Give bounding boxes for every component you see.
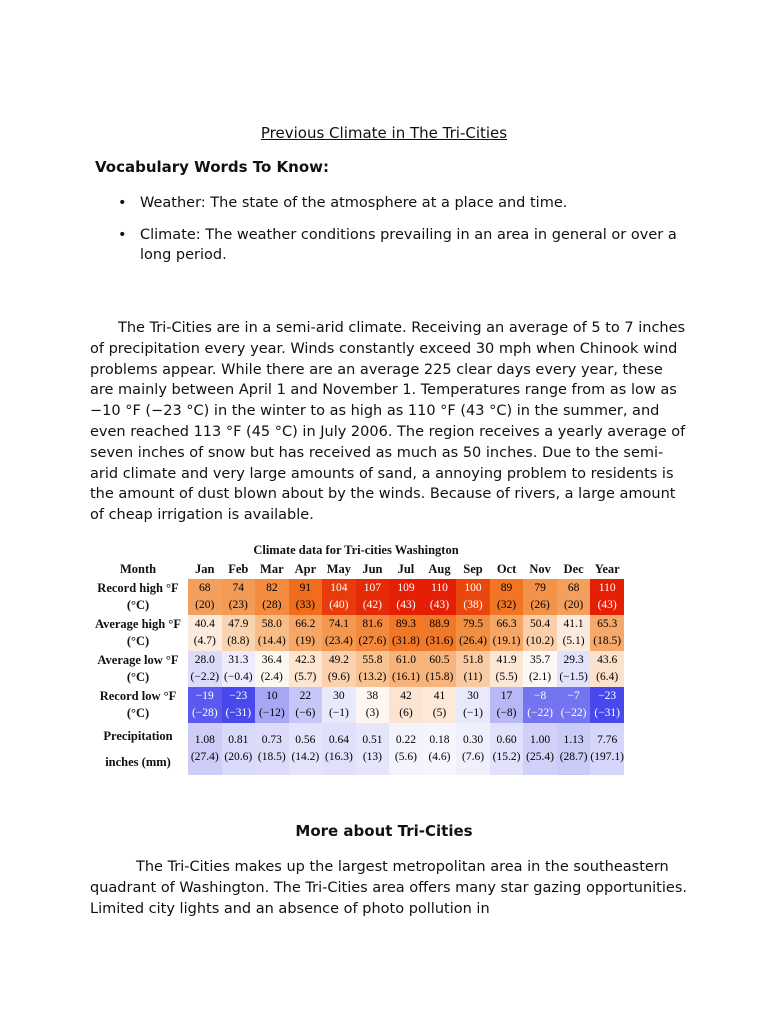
cell-value-converted: (16.1) [392,671,420,683]
cell-value-converted: (−22) [527,707,553,719]
cell-value-converted: (−31) [225,707,252,719]
cell-value-primary: 100 [464,582,482,594]
cell-value-converted: (11) [463,671,483,683]
climate-table [88,559,624,775]
climate-table-cell [590,723,624,775]
climate-table-cell [490,723,524,775]
climate-table-cell [523,651,557,687]
row-header [88,579,188,615]
vocabulary-item-climate [118,225,678,265]
climate-table-cell [590,579,624,615]
climate-table-cell [557,651,591,687]
cell-value-primary: 66.3 [496,618,517,630]
cell-value-converted: (26.4) [459,635,487,647]
climate-table-cell [222,651,256,687]
cell-value-primary: 61.0 [395,654,417,666]
cell-value-primary: 79.5 [462,618,484,630]
climate-table-cell [222,615,256,651]
climate-table-caption: Climate data for Tri-cities Washington [253,543,459,557]
cell-value-converted: (16.3) [324,751,353,763]
cell-value-converted: (2.1) [529,671,552,683]
cell-value-converted: (26) [530,599,550,611]
cell-value-converted: (27.4) [190,751,219,763]
climate-table-cell [456,687,490,723]
cell-value-primary: 0.30 [462,734,484,746]
cell-value-converted: (3) [365,707,380,719]
cell-value-converted: (23) [228,599,248,611]
month-column-header: May [326,561,352,576]
cell-value-primary: 107 [363,582,382,594]
climate-table-cell [322,687,356,723]
climate-table-cell [356,579,390,615]
cell-value-converted: (14.2) [291,751,320,763]
cell-value-primary: 42.3 [295,654,316,666]
cell-value-primary: 29.3 [563,654,584,666]
climate-table-cell [456,615,490,651]
cell-value-primary: −19 [195,690,214,702]
climate-table-cell [222,723,256,775]
climate-table-cell [490,579,524,615]
cell-value-primary: 65.3 [597,618,618,630]
cell-value-primary: 28.0 [194,654,215,666]
cell-value-primary: 22 [299,690,312,702]
climate-table-row [88,651,624,687]
climate-table-cell [188,687,222,723]
cell-value-primary: 0.18 [429,734,450,746]
cell-value-converted: (−1.5) [559,671,588,683]
climate-table-cell [490,651,524,687]
cell-value-primary: 0.73 [261,734,282,746]
climate-paragraph: The Tri-Cities are in a semi-arid climate. Receiving an average of 5 to 7 inches of precipitation every year. Winds constantly exceed 30 mph when Chinook wind problems appear. While there are an average 225 clear days every year, these are mainly between April 1 and November 1. Temperatures range from as low as −10 °F (−23 °C) in the winter to as high as 110 °F (43 °C) in the summer, and even reached 113 °F (45 °C) in July 2006. The region receives a yearly average of seven inches of snow but has received as much as 50 inches. Due to the semi-arid climate and very large amounts of sand, a annoying problem to residents is the amount of dust blown about by the winds. Because of rivers, a large amount of cheap irrigation is available. [90,320,686,524]
cell-value-primary: −23 [229,690,248,702]
climate-table-cell [222,687,256,723]
row-header [88,615,188,651]
cell-value-converted: (20) [564,599,584,611]
month-column-header: Nov [529,561,551,576]
climate-table-cell [289,687,323,723]
climate-table-cell [356,687,390,723]
month-column-header: Mar [260,561,284,576]
climate-table-cell [188,579,222,615]
climate-table-row [88,723,624,775]
cell-value-primary: 1.00 [530,734,551,746]
cell-value-primary: 41.1 [563,618,584,630]
cell-value-converted: (−8) [496,707,517,719]
cell-value-primary: 51.8 [462,654,484,666]
row-header-unit: (°C) [126,634,150,648]
cell-value-converted: (13) [362,751,382,763]
cell-value-primary: −23 [598,690,617,702]
climate-table-row [88,615,624,651]
climate-table-cell [389,651,423,687]
section-heading: More about Tri-Cities [295,822,473,840]
cell-value-primary: 31.3 [228,654,249,666]
cell-value-primary: −8 [533,690,547,702]
cell-value-converted: (43) [429,599,450,611]
climate-table-cell [456,579,490,615]
climate-table-cell [255,687,289,723]
vocabulary-list [118,193,678,277]
cell-value-primary: 66.2 [295,618,316,630]
page-title: Previous Climate in The Tri-Cities [260,124,508,142]
cell-value-converted: (18.5) [257,751,286,763]
cell-value-primary: 30 [333,690,345,702]
cell-value-primary: 0.56 [295,734,316,746]
cell-value-converted: (33) [295,599,315,611]
climate-table-cell [523,615,557,651]
climate-table-cell [356,615,390,651]
climate-table-cell [322,579,356,615]
cell-value-converted: (42) [362,599,382,611]
cell-value-primary: 43.6 [597,654,618,666]
climate-table-cell [523,723,557,775]
vocabulary-item-weather [118,193,678,213]
cell-value-primary: 47.9 [228,618,249,630]
cell-value-converted: (−22) [560,707,587,719]
cell-value-primary: 58.0 [261,618,282,630]
cell-value-converted: (18.5) [593,635,622,647]
cell-value-converted: (−2.2) [190,671,220,683]
month-column-header: Jun [362,561,383,576]
month-column-header: Aug [428,561,451,576]
cell-value-converted: (19) [295,635,315,647]
month-column-header: Oct [496,561,517,576]
cell-value-converted: (4.7) [193,635,216,647]
climate-table-cell [423,579,457,615]
cell-value-converted: (28.7) [559,751,588,763]
cell-value-converted: (−31) [594,707,621,719]
month-column-header: Feb [228,561,249,576]
cell-value-primary: 68 [199,582,211,594]
cell-value-primary: 17 [500,690,513,702]
cell-value-converted: (6) [399,707,413,719]
cell-value-converted: (15.2) [492,751,521,763]
climate-table-cell [356,651,390,687]
cell-value-converted: (23.4) [324,635,353,647]
vocabulary-heading: Vocabulary Words To Know: [95,158,330,176]
cell-value-primary: 30 [467,690,479,702]
cell-value-converted: (43) [396,599,416,611]
cell-value-converted: (−0.4) [224,671,253,683]
climate-table-cell [590,651,624,687]
cell-value-primary: 38 [366,690,379,702]
climate-table-cell [389,723,423,775]
climate-table-cell [389,579,423,615]
cell-value-primary: 42 [400,690,412,702]
cell-value-primary: 74 [232,582,245,594]
cell-value-converted: (−1) [463,707,483,719]
climate-table-cell [389,687,423,723]
cell-value-converted: (−6) [295,707,316,719]
cell-value-converted: (25.4) [526,751,554,763]
cell-value-primary: 88.9 [429,618,450,630]
cell-value-converted: (40) [329,599,349,611]
cell-value-primary: 60.5 [429,654,450,666]
cell-value-converted: (5.5) [495,671,518,683]
climate-table-cell [557,579,591,615]
climate-table-row [88,687,624,723]
row-header-label: Precipitation [103,729,173,743]
cell-value-primary: 7.76 [597,734,618,746]
cell-value-converted: (6.4) [596,671,619,683]
cell-value-primary: 110 [598,582,616,594]
vocabulary-item-text: Weather: The state of the atmosphere at a place and time. [140,195,568,211]
month-column-header: Jul [397,561,415,576]
climate-table-cell [456,723,490,775]
climate-table-cell [490,687,524,723]
tri-cities-paragraph: The Tri-Cities makes up the largest metropolitan area in the southeastern quadrant of Washington. The Tri-Cities area offers many star gazing opportunities. Limited city lights and an absence of photo pollution in [90,859,687,917]
climate-table-cell [456,651,490,687]
month-column-header: Dec [563,561,584,576]
cell-value-primary: 35.7 [530,654,551,666]
climate-table-cell [289,579,323,615]
climate-table-cell [590,687,624,723]
climate-table-cell [423,687,457,723]
cell-value-converted: (20) [195,599,215,611]
month-column-header: Sep [463,561,483,576]
climate-table-cell [557,615,591,651]
cell-value-primary: 74.1 [328,618,349,630]
climate-table-cell [255,723,289,775]
cell-value-primary: 41 [433,690,446,702]
cell-value-primary: 89.3 [395,618,417,630]
climate-table-cell [222,579,256,615]
cell-value-converted: (5) [432,707,447,719]
climate-table-cell [289,723,323,775]
cell-value-converted: (27.6) [358,635,387,647]
cell-value-primary: 0.60 [496,734,517,746]
climate-table-cell [289,615,323,651]
row-header-label: Average low °F [97,653,179,667]
bullet-icon: • [118,195,127,211]
climate-table-cell [356,723,390,775]
cell-value-converted: (−12) [259,707,285,719]
cell-value-converted: (32) [496,599,517,611]
cell-value-converted: (15.8) [425,671,454,683]
cell-value-primary: 55.8 [362,654,383,666]
bullet-icon: • [118,227,127,243]
cell-value-primary: 82 [266,582,278,594]
cell-value-primary: 41.9 [496,654,517,666]
cell-value-converted: (2.4) [260,671,283,683]
row-header-unit: inches (mm) [105,755,171,769]
cell-value-primary: 91 [299,582,312,594]
cell-value-converted: (28) [262,599,282,611]
cell-value-converted: (4.6) [428,751,451,763]
climate-table-cell [188,651,222,687]
cell-value-primary: 10 [266,690,278,702]
month-column-header: Year [594,561,620,576]
cell-value-primary: 36.4 [261,654,282,666]
climate-table-cell [255,651,289,687]
cell-value-primary: 109 [397,582,415,594]
cell-value-primary: 79 [534,582,546,594]
climate-table-row [88,579,624,615]
cell-value-primary: 68 [567,582,580,594]
climate-table-cell [557,723,591,775]
cell-value-primary: 0.81 [228,734,249,746]
climate-table-cell [590,615,624,651]
cell-value-primary: 104 [330,582,348,594]
cell-value-primary: 89 [500,582,513,594]
row-header-unit: (°C) [126,706,150,720]
row-header [88,723,188,775]
climate-table-cell [557,687,591,723]
cell-value-converted: (31.8) [392,635,420,647]
cell-value-converted: (5.1) [562,635,585,647]
cell-value-primary: 40.4 [194,618,215,630]
cell-value-converted: (19.1) [492,635,521,647]
climate-table-cell [322,723,356,775]
cell-value-converted: (10.2) [526,635,554,647]
climate-table-cell [255,615,289,651]
row-header [88,651,188,687]
cell-value-primary: −7 [567,690,580,702]
cell-value-primary: 50.4 [530,618,551,630]
cell-value-converted: (43) [597,599,617,611]
cell-value-primary: 0.64 [328,734,349,746]
cell-value-primary: 1.13 [563,734,584,746]
climate-table-cell [423,651,457,687]
climate-table-cell [322,651,356,687]
row-header-label: Average high °F [94,617,181,631]
cell-value-converted: (8.8) [227,635,250,647]
cell-value-converted: (31.6) [425,635,454,647]
cell-value-converted: (−28) [191,707,218,719]
month-column-header: Apr [294,561,317,576]
climate-table-cell [322,615,356,651]
climate-table-cell [188,723,222,775]
cell-value-primary: 0.22 [395,734,417,746]
cell-value-converted: (197.1) [590,751,624,763]
cell-value-primary: 81.6 [362,618,383,630]
climate-table-cell [188,615,222,651]
cell-value-converted: (−1) [328,707,349,719]
cell-value-converted: (5.6) [394,751,417,763]
row-header-unit: (°C) [126,670,150,684]
climate-table-box [88,541,624,775]
row-header [88,687,188,723]
row-header-unit: (°C) [126,598,150,612]
climate-table-cell [490,615,524,651]
climate-table-cell [423,615,457,651]
cell-value-converted: (20.6) [224,751,253,763]
month-header: Month [119,561,157,576]
row-header-label: Record high °F [97,581,179,595]
climate-table-cell [523,579,557,615]
month-column-header: Jan [195,561,215,576]
cell-value-primary: 0.51 [362,734,383,746]
climate-table-cell [289,651,323,687]
climate-table-body [88,579,624,775]
climate-table-header-row [88,559,624,579]
climate-table-cell [423,723,457,775]
climate-table-cell [523,687,557,723]
cell-value-converted: (13.2) [358,671,387,683]
climate-table-cell [255,579,289,615]
cell-value-primary: 110 [431,582,448,594]
cell-value-converted: (38) [463,599,483,611]
cell-value-converted: (5.7) [294,671,317,683]
row-header-label: Record low °F [99,689,177,703]
climate-table-cell [389,615,423,651]
cell-value-primary: 49.2 [328,654,349,666]
cell-value-converted: (14.4) [257,635,286,647]
cell-value-converted: (7.6) [461,751,485,763]
cell-value-primary: 1.08 [194,734,215,746]
cell-value-converted: (9.6) [327,671,350,683]
vocabulary-item-text: Climate: The weather conditions prevailing in an area in general or over a long period. [140,227,677,263]
